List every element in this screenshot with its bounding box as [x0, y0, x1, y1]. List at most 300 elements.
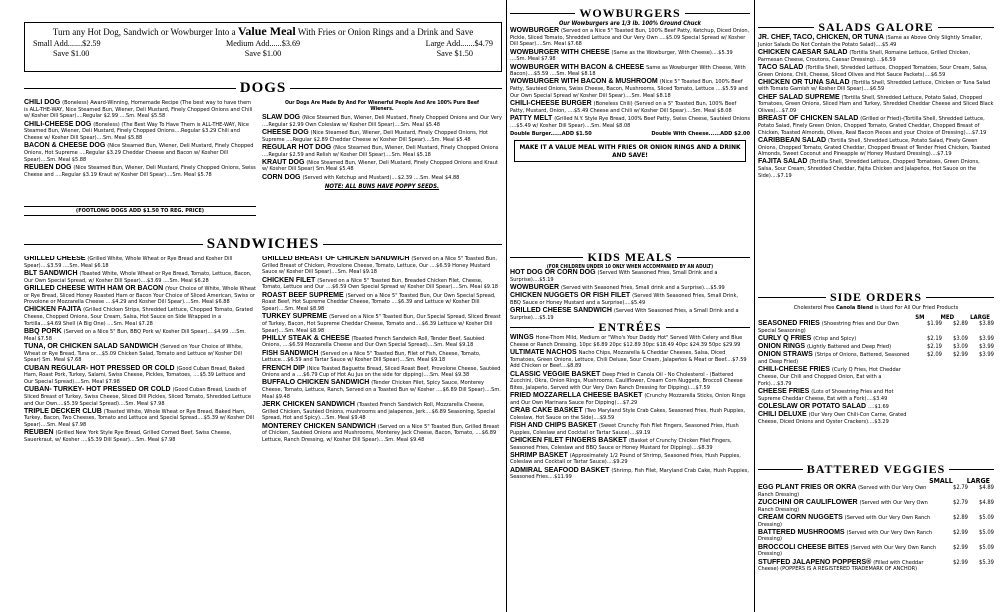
item-name: CHICKEN FILET — [262, 276, 318, 284]
sides-title: SIDE ORDERS — [829, 290, 923, 304]
item-name: CRAB CAKE BASKET — [510, 407, 585, 415]
double-burger: Double Burger......ADD $1.50 — [510, 130, 592, 137]
divider — [938, 27, 994, 28]
item-name: HOT DOG OR CORN DOG — [510, 269, 598, 276]
item-price: $3.99 — [979, 335, 994, 342]
sides-sub-bold: Canola Blend — [835, 305, 874, 311]
menu-item — [510, 438, 750, 451]
item-desc: (Good Cuban Bread, Loads of Sliced Breast of Turkey, Swiss Cheese, Sliced Dill Pickles, Sliced Tomato, Shredded Lettuce and Our Own....$5.39 Special Spread)....Sm. Meal $7.98 — [24, 387, 251, 407]
item-price: $2.89 — [953, 321, 968, 327]
item-text — [758, 412, 916, 425]
value-meal-line — [33, 26, 493, 37]
item-name: CUBAN REGULAR- HOT PRESSED OR COLD — [24, 364, 177, 372]
item-name: BROCCOLI CHEESE BITES — [758, 543, 851, 551]
item-name: ZUCCHINI OR CAULIFLOWER — [758, 498, 860, 506]
menu-item — [510, 65, 750, 78]
item-desc: (Served on a Nice 5" Toasted Bun, Filet of Fish, Cheese, Tomato, Lettuce....$6.59 and Tartar Sauce w/ Kosher Dill Spear)....Sm. Meal $9.18 — [262, 350, 481, 364]
entrees-header — [510, 320, 750, 335]
menu-item — [758, 389, 994, 402]
menu-item — [262, 160, 502, 173]
item-name: FRIED MOZZARELLA CHEESE BASKET — [510, 392, 645, 400]
item-desc: (Boneless Chili) (Served on a 5" Toasted Bun, 100% Beef Patty, Mustard, Onion, ....$5.49 Cheese and Chili w/ Kosher Dill Spear)....Sm. Meal $8.08 — [510, 101, 737, 114]
item-desc: (Grilled N.Y. Style Rye Bread, 100% Beef Patty, Swiss Cheese, Sautéed Onions ....$5.49 w/ Kosher Dill Spear)....Sm. Meal $8.08 — [510, 115, 751, 129]
item-name: GRILLED BREAST OF CHICKEN SANDWICH — [262, 256, 412, 262]
menu-item — [510, 101, 750, 114]
menu-item — [262, 115, 502, 128]
menu-item — [262, 424, 502, 444]
item-price: $5.09 — [979, 514, 994, 521]
item-text — [758, 404, 916, 411]
menu-item — [262, 351, 502, 364]
item-desc: (Served on Your Choice of White, Wheat or Rye Bread, Tuna or....$5.09 Chicken Salad, Tomato and Lettuce w/ Kosher Dill Spear) Sm. Meal $7.68 — [24, 343, 243, 364]
menu-item — [24, 122, 256, 142]
item-name: ULTIMATE NACHOS — [510, 348, 579, 356]
item-desc: (Served with Our Very Own Ranch Dressing) — [758, 544, 937, 558]
item-desc: (Curly Q Fries, Hot Cheddar Cheese, Our Chili and Chopped Onion, Eat with a Fork)....$3.79 — [758, 367, 901, 387]
kids-section — [510, 250, 750, 323]
item-desc: (Toasted French Sandwich Roll, Tender Beef, Sautéed Onions, ....$6.59 Mozzarella Cheese and Our Own Special Spread)....Sm. Meal $9.18 — [262, 335, 485, 349]
menu-item — [24, 165, 256, 178]
wowburgers-section — [510, 6, 750, 162]
menu-item — [24, 256, 256, 269]
item-desc: (Approximately 1/2 Pound of Shrimp, Seasoned Fries, Hush Puppies, Coleslaw and Cocktail or Tartar Sauce)....$9.29 — [510, 452, 741, 466]
menu-item — [24, 307, 256, 327]
divider — [758, 469, 803, 470]
item-name: ONION RINGS — [758, 343, 808, 351]
menu-item — [262, 175, 502, 182]
menu-item — [510, 335, 750, 348]
sides-section — [758, 290, 994, 427]
item-desc: (Tortilla Shell, Shredded Lettuce, Potato Salad, Chopped Tomatoes, Green Onions, Sliced Ham and Turkey, Shredded Cheddar Cheese and Sliced Black Olives)....$7.09 — [758, 94, 994, 115]
item-name: BUFFALO CHICKEN SANDWICH — [262, 379, 372, 387]
divider — [949, 469, 994, 470]
item-name: CARIBBEAN SALAD — [758, 136, 828, 144]
menu-item — [24, 344, 256, 364]
item-name: CHICKEN CAESAR SALAD — [758, 48, 850, 56]
menu-item — [758, 485, 994, 498]
menu-item — [262, 402, 502, 422]
item-name: CHICKEN NUGGETS OR FISH FILET — [510, 292, 633, 300]
kids-sub: (FOR CHILDREN UNDER 10 ONLY WHEN ACCOMPANIED BY AN ADULT) — [546, 265, 714, 270]
item-name: CHEESE FRIES — [758, 387, 812, 395]
item-desc: (Sweet Crunchy Fish Filet Fingers, Seasoned Fries, Hush Puppies, Coleslaw and Cocktail or Tartar Sauce)....$9.19 — [510, 422, 739, 436]
item-desc: (Served with Our Very Own Ranch Dressing) — [758, 499, 928, 513]
item-desc: Same as Wowburger With Cheese, With Bacon)....$5.59 ....Sm. Meal $8.18 — [510, 64, 746, 78]
item-name: CHICKEN OR TUNA SALAD — [758, 78, 852, 86]
item-name: BATTERED MUSHROOMS — [758, 528, 847, 536]
divider — [666, 327, 750, 328]
item-desc: (Crisp and Spicy) — [813, 335, 857, 342]
menu-item — [758, 116, 994, 136]
item-text — [758, 530, 942, 543]
menu-item — [24, 286, 256, 306]
value-meal-callout: MAKE IT A VALUE MEAL WITH FRIES OR ONION RINGS AND A DRINK AND SAVE! — [514, 140, 746, 162]
item-name: SLAW DOG — [262, 114, 303, 121]
value-meal-savings — [33, 49, 493, 59]
item-text — [758, 352, 916, 365]
menu-item — [510, 468, 750, 481]
item-desc: (Boneless) (The Best Way To Have Them is ALL-THE-WAY, Nice Steamed Bun, Wiener, Deli Mustard, Finely Chopped Onions....Regular $3.29 Chili and Cheese w/ Kosher Dill Spear)....Sm. Meal $5.88 — [24, 121, 249, 142]
item-desc: (Nice Steamed Bun, Wiener, Deli Mustard, Finely Chopped Onions ....Regular $2.59 and Relish w/ Kosher Dill Spear)....Sm. Meal $5.18 — [262, 144, 499, 158]
menu-item — [262, 314, 502, 334]
salads-header — [758, 20, 994, 35]
item-name: PATTY MELT — [510, 114, 555, 122]
item-desc: (Shoestring Fries and Our Own Special Seasoning) — [758, 321, 899, 334]
item-desc: (Served With Seasoned Fries, Small Drink and a Surprise)....$5.19 — [510, 270, 718, 283]
divider — [510, 13, 575, 14]
menu-item — [758, 65, 994, 78]
menu-item — [24, 387, 256, 407]
menu-item — [758, 344, 994, 351]
menu-item — [758, 138, 994, 158]
item-name: TRIPLE DECKER CLUB — [24, 407, 104, 415]
salads-section — [758, 20, 994, 181]
item-name: REUBEN — [24, 429, 56, 437]
menu-item — [262, 366, 502, 379]
item-price: $2.79 — [953, 499, 968, 506]
entrees-section — [510, 320, 750, 612]
menu-item — [758, 515, 994, 528]
divider — [758, 27, 814, 28]
menu-item — [510, 270, 750, 283]
item-desc: (Toasted French Sandwich Roll, Mozzarella Cheese, Grilled Chicken, Sautéed Onions, mushrooms and jalapenos, Jerk....$6.89 Seasoning, Special Spread, Hot and Spicy)....Sm. Meal $9.48 — [262, 402, 496, 422]
menu-item — [510, 372, 750, 392]
item-name: BLT SANDWICH — [24, 269, 80, 277]
item-name: CURLY Q FRIES — [758, 334, 814, 342]
item-name: BREAST OF CHICKEN SALAD — [758, 115, 861, 123]
large-save: Save $1.50 — [436, 49, 473, 58]
item-desc: (Served on a Nice 5" Bun, BBQ Pork w/ Kosher Dill Spear)....$4.99 ....Sm. Meal $7.58 — [24, 329, 246, 342]
col-sm: SM — [915, 314, 925, 321]
item-price: $2.19 — [927, 344, 942, 351]
menu-item — [510, 423, 750, 436]
menu-item — [758, 560, 994, 573]
veggies-header — [758, 462, 994, 477]
item-name: EGG PLANT FRIES OR OKRA — [758, 484, 859, 491]
item-text — [758, 560, 942, 573]
entrees-title: ENTRÉES — [598, 320, 662, 334]
item-price: $2.19 — [927, 335, 942, 342]
item-desc: (Tortilla Shell, Shredded Lettuce, Chicken or Tuna Salad with Tomato Garnish w/ Kosher Dill Spear)....$6.59 — [758, 79, 991, 93]
item-name: ROAST BEEF SUPREME — [262, 291, 346, 299]
menu-item — [24, 100, 256, 120]
menu-item — [758, 80, 994, 93]
menu-item — [758, 321, 994, 334]
item-desc: (Grilled White, Whole Wheat or Rye Bread and Kosher Dill Spear)....$3.59 ....Sm. Meal $6.18 — [24, 256, 233, 269]
item-desc: (Tortilla Shell, Shredded Lettuce, Chopped Tomatoes, Sour Cream, Salsa, Green Onions, Chili, Cheese, Sliced Olives and Hot Sauce Packets)....$6.59 — [758, 64, 988, 78]
item-name: CHILI-CHEESE FRIES — [758, 366, 832, 374]
item-name: CHEF SALAD SUPREME — [758, 93, 842, 101]
item-name: COLESLAW OR POTATO SALAD — [758, 402, 869, 410]
item-price: $5.39 — [979, 559, 994, 566]
item-name: ONION STRAWS — [758, 351, 815, 359]
sandwiches-right-list — [262, 256, 502, 612]
menu-item — [262, 380, 502, 400]
item-desc: (Served with Ketchup and Mustard)....$2.39 ....Sm. Meal $4.88 — [302, 174, 460, 181]
medium-save: Save $1.00 — [244, 49, 282, 58]
item-desc: (Served With Seasoned Fries, Small Drink, BBQ Sauce or Honey Mustard and a Surprise)....$5.49 — [510, 293, 738, 306]
item-price: $3.89 — [979, 321, 994, 327]
sides-sub — [758, 305, 994, 311]
menu-item — [758, 159, 994, 179]
item-price: $1.99 — [927, 321, 942, 327]
item-text — [758, 367, 916, 387]
item-price: $4.89 — [979, 485, 994, 491]
item-name: CHICKEN FILET FINGERS BASKET — [510, 436, 630, 444]
footlong-text: (FOOTLONG DOGS ADD $1.50 TO REG. PRICE) — [24, 206, 256, 216]
item-desc: (Shrimp, Fish Filet, Maryland Crab Cake, Hush Puppies, Seasoned Fries....$11.99 — [510, 467, 749, 481]
divider — [677, 257, 750, 258]
menu-item — [262, 145, 502, 158]
item-desc: (Strips of Onions, Battered, Seasoned and Deep Fried) — [758, 352, 910, 366]
item-desc: (Tortilla Shell, Romaine Lettuce, Grilled Chicken, Parmesan Cheese, Croutons, Caesar Dressing)....$6.59 — [758, 49, 971, 63]
menu-item — [758, 404, 994, 411]
item-name: KRAUT DOG — [262, 158, 307, 166]
item-price: $2.99 — [953, 559, 968, 566]
item-name: WOWBURGER — [510, 27, 561, 34]
item-price: $3.09 — [953, 335, 968, 342]
menu-item — [262, 278, 502, 291]
item-text — [758, 344, 916, 351]
item-name: WINGS — [510, 334, 536, 341]
item-name: FISH AND CHIPS BASKET — [510, 421, 599, 429]
item-desc: Hone-Thom Mild, Medium or "Who's Your Daddy Hot" Served With Celery and Blue Cheese or Ranch Dressing. 10pc $6.89 20pc $12.89 30pc $18.49 40pc $24.39 50pc $29.99 — [510, 335, 743, 348]
item-desc: (Filled with Cheddar Cheese) (POPPERS IS A REGISTERED TRADEMARK OF ANCHOR) — [758, 559, 924, 573]
menu-item — [24, 430, 256, 443]
item-text — [758, 389, 916, 402]
menu-item — [24, 409, 256, 429]
menu-item — [758, 545, 994, 558]
salads-title: SALADS GALORE — [818, 20, 934, 34]
item-price: $4.89 — [979, 499, 994, 506]
item-desc: (Nice Toasted Baguette Bread, Sliced Roast Beef, Provolone Cheese, Sautéed Onions and a ....$6.79 Cup of Hot Au Jus on the side for dipping)....Sm. Meal $9.38 — [262, 365, 501, 379]
item-desc: (Toasted White, Whole Wheat or Rye Bread, Baked Ham, Turkey, Bacon, Two Cheeses, Tomato and Lettuce and Special Spread....$5.39 w/ Kosher Dill Spear)....Sm. Meal $7.98 — [24, 408, 254, 429]
item-text — [758, 500, 942, 513]
item-desc: (Tortilla Shell, Shredded Lettuce, Chopped Tomatoes, Green Onions, Salsa, Sour Cream, Shredded Cheddar, Fajita Chicken and Jalapeños, Hot Sauce on the Side)....$7.19 — [758, 159, 980, 179]
item-text — [758, 515, 942, 528]
dogs-header — [24, 80, 502, 97]
col-large: LARGE — [970, 314, 990, 321]
menu-item — [510, 50, 750, 63]
divider — [323, 244, 502, 245]
item-text — [758, 321, 916, 334]
item-desc: (Our Very Own Chili-Con Carne, Grated Cheese, Diced Onions and Oyster Crackers)....$3.29 — [758, 411, 907, 425]
item-name: TUNA, OR CHICKEN SALAD SANDWICH — [24, 342, 161, 350]
item-price: $2.99 — [953, 544, 968, 551]
wowburgers-title: WOWBURGERS — [579, 6, 681, 20]
small-save: Save $1.00 — [53, 49, 90, 58]
sandwiches-title: SANDWICHES — [206, 236, 320, 252]
item-price: $5.09 — [979, 529, 994, 536]
menu-item — [758, 412, 994, 425]
item-name: WOWBURGER — [510, 283, 561, 291]
sides-header — [758, 290, 994, 305]
item-desc: (Crunchy Mozzarella Sticks, Onion Rings and Our Own Marinara Sauce For Dipping)....$7.29 — [510, 393, 746, 406]
veggies-title: BATTERED VEGGIES — [806, 462, 946, 476]
item-desc: (Nice Steamed Bun, Wiener, Deli Mustard, Finely Chopped Onions, Hot Supreme ....Regular $3.29 Cheddar Cheese and Bacon w/ Kosher Dill Spear)....Sm. Meal $5.88 — [24, 143, 254, 163]
value-meal-title: Value Meal — [237, 24, 296, 38]
col-small: SMALL — [929, 477, 953, 485]
item-price: $3.99 — [979, 352, 994, 359]
item-name: CHEESE DOG — [262, 128, 311, 136]
item-desc: (Served on a Nice 5" Toasted Bun, Our Special Spread, Sliced Breast of Turkey, Bacon, Hot Supreme Cheddar Cheese, Tomato and....$6.39 Lettuce w/ Kosher Dill Spear)....Sm. Meal $8.98 — [262, 314, 501, 334]
item-desc: (Served on a Nice 5" Toasted Bun, Our Own Special Spread, Roast Beef, Hot Supreme Cheddar Cheese, Tomato ....$6.39 and Lettuce w/ Kosher Dill Spear)....Sm. Meal $8.98 — [262, 292, 496, 312]
item-name: CHILI DOG — [24, 99, 63, 106]
item-desc: (Grilled New York Style Rye Bread, Grilled Corned Beef, Swiss Cheese, Sauerkraut, w/ Kosher ....$5.39 Dill Spear)....Sm. Meal $7.98 — [24, 430, 232, 444]
item-name: WOWBURGER WITH CHEESE — [510, 48, 612, 56]
item-desc: (Served with Our Very Own Ranch Dressing) — [758, 529, 933, 543]
column-divider — [754, 0, 755, 612]
menu-item — [510, 393, 750, 406]
item-name: JR. CHEF, TACO, CHICKEN, OR TUNA — [758, 34, 886, 41]
item-name: BBQ PORK — [24, 328, 64, 336]
item-name: CLASSIC VEGGIE BASKET — [510, 370, 603, 378]
divider — [290, 88, 502, 89]
item-desc: ....$1.69 — [868, 403, 889, 410]
item-desc: (Nice 5" Toasted Bun, 100% Beef Patty, Sautéed Onions, Swiss Cheese, Bacon, Mushrooms, Sliced Tomato, Lettuce ....$5.59 and Our Own Special Spread w/ Kosher Dill Spear)....Sm. Meal $8.18 — [510, 79, 748, 99]
wowburgers-header — [510, 6, 750, 21]
item-name: CHILI DELUXE — [758, 410, 809, 418]
divider — [24, 88, 236, 89]
item-name: WOWBURGER WITH BACON & MUSHROOM — [510, 78, 660, 86]
item-name: GRILLED CHEESE WITH HAM OR BACON — [24, 284, 166, 292]
menu-item — [24, 271, 256, 284]
item-name: FRENCH DIP — [262, 364, 307, 372]
item-name: CREAM CORN NUGGETS — [758, 513, 845, 521]
item-desc: (Good Cuban Bread, Baked Ham, Roast Pork, Turkey, Salami, Swiss Cheese, Pickles, Tomatoes, ....$5.39 Lettuce and Our Special Spread)....Sm. Meal $7.98 — [24, 365, 246, 385]
item-name: GRILLED CHEESE SANDWICH — [510, 307, 614, 315]
medium-price: Medium Add......$3.69 — [226, 39, 301, 48]
divider — [758, 297, 826, 298]
menu-item — [262, 256, 502, 276]
item-price: $2.99 — [953, 352, 968, 359]
item-desc: (Lightly Battered and Deep Fried) — [807, 344, 892, 351]
item-name: REGULAR HOT DOG — [262, 143, 334, 151]
item-name: SEASONED FRIES — [758, 320, 822, 327]
veggies-section — [758, 462, 994, 574]
item-name: CORN DOG — [262, 173, 303, 181]
double-cheese: Double With Cheese......ADD $2.00 — [651, 130, 750, 137]
item-desc: (Served with Our Very Own Ranch Dressing) — [758, 485, 927, 498]
menu-item — [758, 50, 994, 63]
col-med: MED — [940, 314, 955, 321]
item-desc: (Grilled Chicken Strips, Shredded Lettuce, Chopped Tomato, Grated Cheese, Chopped Onions, Sour Cream, Salsa, Hot Sauce on Side Wrapped in a Tortilla....$4.69 Shell (A Big One) ....Sm. Meal $7.28 — [24, 307, 253, 327]
item-name: TURKEY SUPREME — [262, 313, 330, 321]
divider — [24, 244, 203, 245]
menu-item — [758, 35, 994, 48]
item-desc: (Same as the Wowburger, With Cheese)....$5.39 ....Sm. Meal $7.98 — [510, 49, 733, 63]
menu-item — [758, 530, 994, 543]
dogs-intro: Our Dogs Are Made By And For Wienerful People And Are 100% Pure Beef Wieners. — [284, 100, 480, 112]
menu-item — [262, 130, 502, 143]
menu-item — [758, 500, 994, 513]
menu-item — [510, 408, 750, 421]
item-desc: (Tender Chicken Filet, Spicy Sauce, Monterey Cheese, Tomato, Lettuce, Ranch, Served on a Toasted Bun w/ Kosher ....$6.89 Dill Spear)....Sm. Meal $9.48 — [262, 380, 501, 400]
sandwiches-left-list — [24, 256, 256, 612]
item-name: BACON & CHEESE DOG — [24, 142, 108, 150]
sides-sub-post: is Used For All Our Fried Products — [874, 305, 959, 311]
item-desc: (Same as Above Only Slightly Smaller, Junior Salads Do Not Contain the Potato Salad)....$5.49 — [758, 35, 983, 48]
item-desc: (Tortilla Shell, Shredded Lettuce, Potato Salad, Finely Green Onions, Chopped Tomato, Grated Cheddar, Chopped Breast of Tender Fried Chicken, Toasted Almonds, Sweet Coconut and Pineapple w/ Honey Mustard Dressing)....$7.19 — [758, 137, 991, 158]
item-name: CUBAN- TURKEY- HOT PRESSED OR COLD — [24, 386, 173, 394]
item-name: FAJITA SALAD — [758, 158, 810, 166]
item-desc: (Two Maryland Style Crab Cakes, Seasoned Fries, Hush Puppies, Coleslaw, Hot Sauce on the Side)....$9.59 — [510, 408, 746, 421]
item-desc: (Toasted White, Whole Wheat or Rye Bread, Tomato, Lettuce, Bacon, Our Own Special Spread, w/ Kosher Dill Spear)....$3.69 ....Sm. Meal $6.28 — [24, 270, 252, 284]
column-divider — [506, 0, 507, 612]
item-desc: (Served With Seasoned Fries, a Small Drink and a Surprise)....$5.19 — [510, 308, 739, 321]
item-desc: (Your Choice of White, Whole Wheat or Rye Bread, Sliced Honey Roasted Ham or Bacon Your Choice of Sliced American, Swiss or Provolone or Mozzarella Cheese ....$4.29 and Kosher Dill Spear)....Sm. Meal $6.88 — [24, 285, 256, 306]
item-price: $2.09 — [927, 352, 942, 359]
item-price: $2.99 — [953, 529, 968, 536]
menu-item — [758, 367, 994, 387]
item-desc: (Served with Seasoned Fries, Small drink and a Surprise)....$5.99 — [560, 284, 725, 291]
item-name: ADMIRAL SEAFOOD BASKET — [510, 466, 612, 474]
item-name: CHILI-CHEESE DOG — [24, 120, 94, 128]
menu-item — [510, 285, 750, 292]
dogs-left-list — [24, 100, 256, 180]
poppy-note: NOTE: ALL BUNS HAVE POPPY SEEDS. — [324, 183, 440, 191]
col-large: LARGE — [966, 477, 990, 485]
item-name: GRILLED CHEESE — [24, 256, 88, 262]
item-price: $3.09 — [953, 344, 968, 351]
item-text — [758, 336, 916, 343]
value-meal-pre: Turn any Hot Dog, Sandwich or Wowburger Into a — [52, 27, 236, 37]
menu-item — [510, 453, 750, 466]
dogs-right — [262, 100, 502, 190]
menu-item — [758, 352, 994, 365]
menu-item — [24, 143, 256, 163]
menu-item — [24, 366, 256, 386]
small-price: Small Add.......$2.59 — [33, 39, 101, 48]
item-desc: (Served on a Nice 5" Toasted Bun, Grilled Breast of Chicken, Provolone Cheese, Tomato, Lettuce, Our ....$6.59 Honey Mustard Sauce w/ Kosher Dill Spear)....Sm. Meal $9.18 — [262, 256, 498, 276]
menu-item — [510, 350, 750, 370]
sandwiches-header — [24, 236, 502, 253]
item-desc: (Boneless) Award-Winning, Homemade Recipe (The best way to have them is ALL-THE-WAY, Nice Steamed Bun, Wiener, Deli Mustard, Finely Chopped Onions and Chili w/ Kosher Dill Spear)....Regular $2.99 ....Sm. Meal $5.58 — [24, 100, 253, 120]
menu-item — [510, 116, 750, 129]
item-name: FISH SANDWICH — [262, 349, 321, 357]
value-meal-box — [24, 22, 502, 72]
kids-title: KIDS MEALS — [587, 250, 673, 264]
item-desc: (Served on a Nice 5" Toasted Bun, Breaded Chicken Filet, Cheese, Tomato, Lettuce and Our ....$6.59 Own Special Spread w/ Kosher Dill Spear)....Sm. Meal $9.18 — [262, 277, 498, 291]
item-name: JERK CHICKEN SANDWICH — [262, 401, 357, 409]
item-name: STUFFED JALAPENO POPPERS® — [758, 558, 874, 566]
item-text — [758, 545, 942, 558]
item-desc: (Lots of Shoestring Fries and Hot Supreme Cheddar Cheese, Eat with a Fork)....$3.49 — [758, 388, 894, 402]
dogs-title: DOGS — [239, 80, 287, 96]
item-price: $2.79 — [953, 485, 968, 491]
menu-item — [262, 293, 502, 313]
item-price: $2.89 — [953, 514, 968, 521]
sides-sub-pre: Cholesterol Free — [793, 305, 835, 311]
item-name: WOWBURGER WITH BACON & CHEESE — [510, 63, 647, 71]
large-price: Large Add.......$4.79 — [425, 39, 493, 48]
item-desc: (Grilled or Fried)-(Tortilla Shell, Shredded Lettuce, Potato Salad, Finely Green Onion, Chopped Tomato, Grated Cheddar, Chopped Breast of Chicken, Toasted Almonds, Olives, Real Bacon Pieces and your Choice of Dressing)....$7.19 — [758, 116, 987, 136]
kids-header — [510, 250, 750, 265]
item-name: CHICKEN FAJITA — [24, 306, 84, 314]
footlong-note — [24, 206, 256, 216]
item-name: TACO SALAD — [758, 63, 806, 71]
item-name: MONTEREY CHICKEN SANDWICH — [262, 422, 378, 430]
double-options — [510, 131, 750, 137]
item-name: PHILLY STEAK & CHEESE — [262, 334, 352, 342]
item-text — [758, 485, 942, 498]
menu-item — [510, 293, 750, 306]
value-meal-post: With Fries or Onion Rings and a Drink and Save — [297, 27, 474, 37]
item-name: SHRIMP BASKET — [510, 451, 570, 459]
divider — [685, 13, 750, 14]
item-desc: (Basket of Crunchy Chicken Filet Fingers, Seasoned Fries, Coleslaw and BBQ Sauce or Honey Mustard for Dipping)....$8.39 — [510, 437, 732, 451]
item-desc: Nacho Chips, Mozzarella & Cheddar Cheeses, Salsa, Diced Tomatoes, Green Onions, Lettuce, Chili Deluxe, Sour Cream, Jalapeños & Meat or Beef....$7.59 Add Chicken or Beef....$8.89 — [510, 349, 747, 370]
